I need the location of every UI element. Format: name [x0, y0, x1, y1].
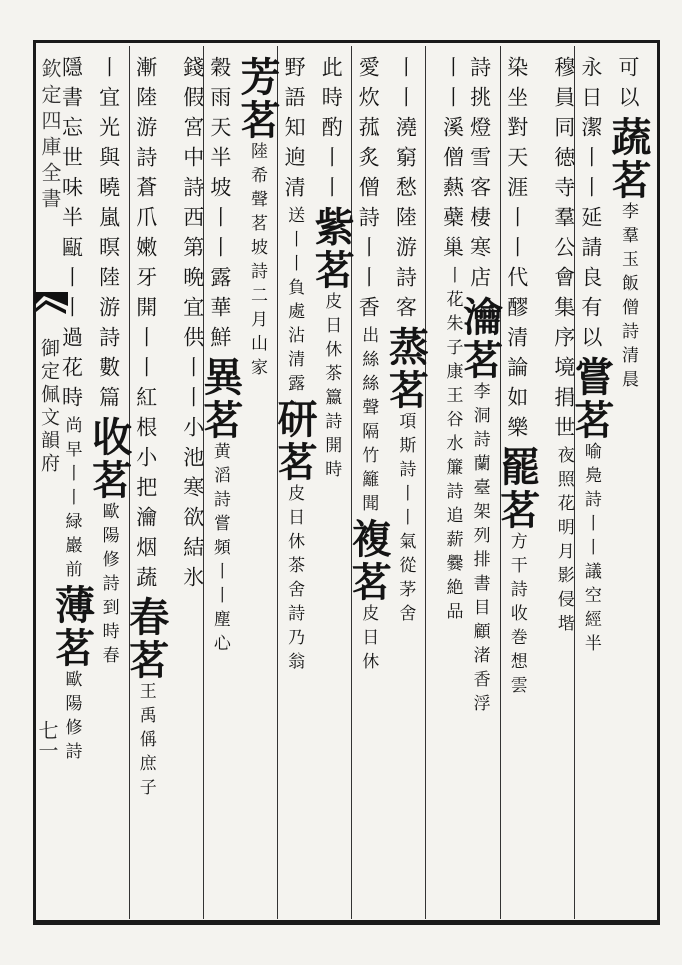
citation-note: 送丨丨負處沾清露	[284, 206, 305, 398]
body-text: 丨丨溪僧爇蘗巢	[440, 56, 465, 266]
bottom-border	[33, 922, 660, 925]
text-column	[567, 56, 615, 916]
text-column	[233, 56, 281, 916]
text-column	[382, 56, 430, 916]
body-text: 錢假宮中詩西第晩宜供丨丨小池寒欲結氷	[180, 56, 205, 596]
body-text: 隱書忘世味半甌丨丨過花時	[59, 56, 84, 416]
citation-note: 項斯詩丨丨氣從茅舍	[395, 412, 416, 628]
text-column	[122, 56, 170, 916]
body-text: 愛炊菰炙僧詩丨丨香	[356, 56, 381, 326]
entry-headword: 蒸茗	[382, 326, 430, 412]
citation-note: 李羣玉飯僧詩清晨	[617, 202, 638, 394]
body-text: 此時酌丨丨	[319, 56, 344, 206]
citation-note: 皮日休茶舍詩乃翁	[284, 484, 305, 676]
body-text: 漸陸游詩蒼爪嫩牙開丨丨紅根小把瀹烟蔬	[133, 56, 158, 596]
text-column	[271, 56, 319, 916]
text-column	[345, 56, 393, 916]
citation-note: 皮日休	[358, 604, 379, 676]
text-column	[604, 56, 652, 916]
entry-headword: 罷茗	[493, 446, 541, 532]
book-title: 御定佩文韻府	[38, 338, 60, 476]
citation-note: 黄滔詩嘗頻丨丨塵心	[209, 442, 230, 658]
body-text: 穀雨天半坡丨丨露華鮮	[207, 56, 232, 356]
citation-note: 夜照花明月影侵堦	[553, 446, 574, 638]
body-text: 穆員同徳寺羣公會集序境捐世	[551, 56, 576, 446]
text-column	[456, 56, 504, 916]
entry-headword: 蔬茗	[604, 116, 652, 202]
body-text: 染坐對天涯丨丨代醪清論如樂	[504, 56, 529, 446]
citation-note: 方干詩收巻想雲	[506, 532, 527, 700]
body-text: 丨宜光與曉嵐暝陸游詩數篇	[96, 56, 121, 416]
citation-note: 歐陽修詩到時春	[98, 502, 119, 670]
text-column	[308, 56, 356, 916]
body-text: 可以	[615, 56, 640, 116]
text-column	[537, 56, 574, 916]
citation-note: 王禹偁庶子	[135, 682, 156, 802]
entry-headword: 嘗茗	[567, 356, 615, 442]
body-text: 詩挑燈雪客棲寒店	[467, 56, 492, 296]
body-text: 丨丨澆窮愁陸游詩客	[393, 56, 418, 326]
citation-note: 陸希聲茗坡詩二月山家	[246, 142, 267, 382]
text-column	[425, 56, 465, 916]
citation-note: 李洞詩蘭臺架列排書目顧渚香浮	[469, 382, 490, 718]
collection-title: 欽定四庫全書	[38, 58, 62, 214]
page-number: 七一	[35, 720, 59, 760]
citation-note: 歐陽修詩	[61, 670, 82, 766]
entry-headword: 瀹茗	[456, 296, 504, 382]
entry-headword: 收茗	[85, 416, 133, 502]
citation-note: 丨花朱子康王谷水簾詩追薪爨絶品	[442, 266, 463, 626]
entry-headword: 紫茗	[308, 206, 356, 292]
entry-headword: 研茗	[271, 398, 319, 484]
text-column	[196, 56, 244, 916]
body-text: 永日	[578, 56, 603, 116]
citation-note: 尚早丨丨緑巖前	[61, 416, 82, 584]
entry-headword: 異茗	[196, 356, 244, 442]
entry-headword: 薄茗	[48, 584, 96, 670]
text-column	[493, 56, 541, 916]
text-column	[85, 56, 133, 916]
citation-note: 出絲絲聲隔竹籬聞	[358, 326, 379, 518]
entry-headword: 芳茗	[233, 56, 281, 142]
entry-headword: 春茗	[122, 596, 170, 682]
citation-note: 喻鳧詩丨丨議空經半	[580, 442, 601, 658]
body-text: 潔丨丨延請良有以	[578, 116, 603, 356]
text-column	[166, 56, 203, 916]
entry-headword: 複茗	[345, 518, 393, 604]
page-margin	[0, 48, 33, 923]
body-text: 野語知逈清	[282, 56, 307, 206]
citation-note: 皮日休茶籝詩開時	[321, 292, 342, 484]
